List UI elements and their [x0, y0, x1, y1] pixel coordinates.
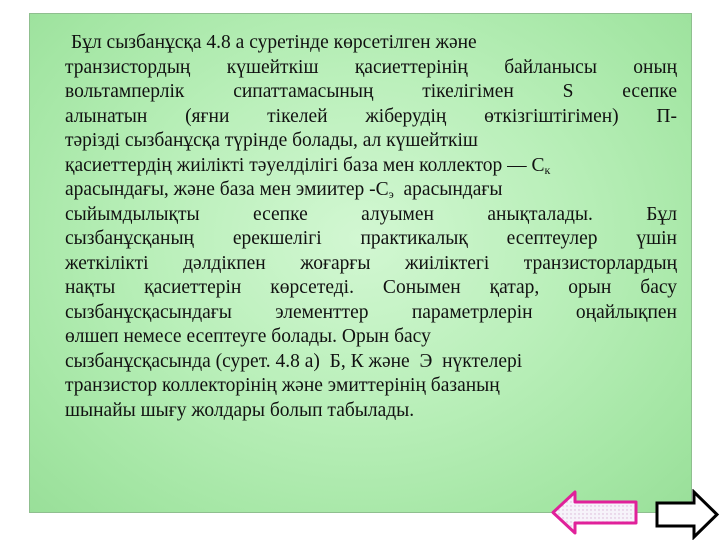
- text-line: сызбанұсқасындағы элементтер параметрлерін оңайлықпен: [65, 301, 677, 323]
- slide-body-text: [65, 31, 677, 423]
- text-segment: арасындағы, және база мен эмиитер -С: [65, 179, 389, 200]
- text-line: сыйымдылықты есепке алуымен анықталады. Бұл: [65, 203, 677, 225]
- text-line: транзистордың күшейткіш қасиеттерінің байланысы оның: [65, 56, 677, 78]
- text-line: сызбанұсқасында (сурет. 4.8 а) Б, К және Э нүктелері: [65, 350, 523, 372]
- next-slide-button[interactable]: [654, 489, 720, 540]
- text-line: өлшеп немесе есептеуге болады. Орын басу: [65, 326, 431, 347]
- text-line: [65, 178, 677, 203]
- text-line: нақты қасиеттерін көрсетеді. Сонымен қатар, орын басу: [65, 277, 677, 298]
- text-line: сызбанұсқаның ерекшелігі практикалық есептеулер үшін: [65, 228, 677, 249]
- text-line: вольтамперлік сипаттамасының тікелігімен S есепке: [65, 81, 677, 102]
- subscript-e: э: [388, 187, 394, 201]
- text-line: Бұл сызбанұсқа 4.8 а суретінде көрсетілген және: [71, 32, 477, 53]
- text-line: транзистор коллекторінің және эмиттерінің базаның: [65, 375, 500, 396]
- text-line: [65, 154, 677, 179]
- left-arrow-icon: [550, 489, 642, 536]
- text-line: жеткілікті дәлдікпен жоғарғы жиіліктегі транзисторлардың: [65, 252, 677, 274]
- previous-slide-button[interactable]: [550, 489, 642, 536]
- text-line: шынайы шығу жолдары болып табылады.: [65, 399, 415, 421]
- text-segment: қасиеттердің жиілікті тәуелділігі база мен коллектор — С: [65, 154, 545, 176]
- text-segment: арасындағы: [393, 179, 503, 200]
- text-line: тәрізді сызбанұсқа түрінде болады, ал күшейткіш: [65, 130, 478, 151]
- subscript-k: к: [544, 162, 551, 177]
- right-arrow-icon: [654, 489, 720, 540]
- slide-panel: [29, 13, 692, 513]
- text-line: алынатын (яғни тікелей жіберудің өткізгіштігімен) П-: [65, 105, 677, 127]
